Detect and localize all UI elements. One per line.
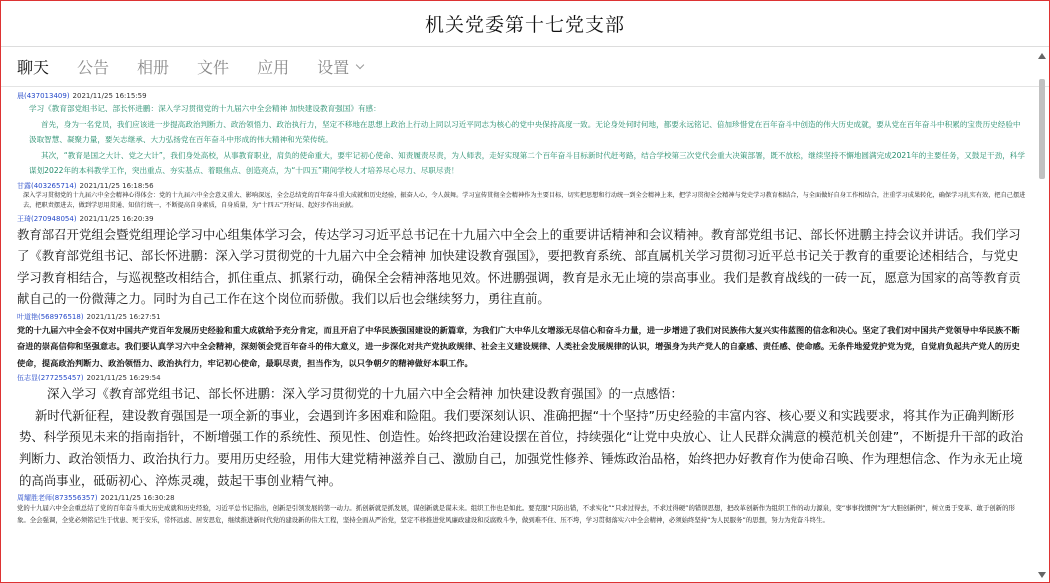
scroll-down-arrow-icon[interactable] <box>1038 572 1046 578</box>
message-meta <box>17 312 1027 322</box>
message-time: 2021/11/25 16:29:54 <box>86 373 161 382</box>
tab-album[interactable] <box>137 55 169 78</box>
tab-files-label: 文件 <box>197 58 230 77</box>
scroll-up-arrow-icon[interactable] <box>1038 53 1046 59</box>
message-paragraph: 党的十九届六中全会重总结了党的百年奋斗重大历史成就和历史经验，习近平总书记指出，创新是引领发展的第一动力。抓创新就是抓发展，谋创新就是谋未来。组织工作也是如此。要克服“只防出错，不求实化”“只求过得去，不求过得硬”的错误思想，把改革创新作为组织工作的动力源泉，变“事事找惯例”为“大胆创新例”，树立勇于变革、敢于创新的形象。全会强调，全党必须铭记生于忧患、死于安乐，常怀远虑、居安思危，继续推进新时代党的建设新的伟大工程，坚持全面从严治党，坚定不移推进党风廉政建设和反腐败斗争，做到难不住、压不垮，学习贯彻落实六中全会精神，必须始终坚持“为人民服务”的思想，努力为党奋斗终生。 <box>17 504 1015 525</box>
message-paragraph: 学习《教育部党组书记、部长怀进鹏：深入学习贯彻党的十九届六中全会精神 加快建设教育强国》有感： <box>29 104 381 113</box>
message-paragraph: 其次，“教育是国之大计、党之大计”，我们身处高校，从事教育职业，肩负的使命重大，要牢记初心使命、知责履责尽责，为人师表，走好实现第二个百年奋斗目标新时代赶考路，结合学校第三次党代会重大决策部署，既不放松，继续坚持不懈地圆满完成2021年的主要任务，又鼓足干劲，科学谋划2022年的本科教学工作，突出重点、夯实基点、着眼焦点、创造亮点，为“十四五”期间学校人才培养尽心尽力、尽职尽责！ <box>29 150 1025 175</box>
message-time: 2021/11/25 16:15:59 <box>72 92 147 100</box>
message-paragraph: 首先，身为一名党员，我们应该进一步提高政治判断力、政治领悟力、政治执行力，坚定不移地在思想上政治上行动上同以习近平同志为核心的党中央保持高度一致。无论身处何时何地，都要永远铭记、倍加珍惜党在百年奋斗中创造的伟大历史成就，要从党在百年奋斗中积累的宝贵历史经验中汲取智慧、凝聚力量，要矢志继承、大力弘扬党在百年奋斗中形成的伟大精神和光荣传统。 <box>29 119 1021 144</box>
tab-chat[interactable] <box>17 55 49 78</box>
message-paragraph: 新时代新征程，建设教育强国是一项全新的事业，会遇到许多困难和险阻。我们要深刻认识、准确把握“十个坚持”历史经验的丰富内容、核心要义和实践要求，将其作为正确判断形势、科学预见未来的指南指针，不断增强工作的系统性、预见性、创造性。始终把政治建设摆在首位，持续强化“让党中央放心、让人民群众满意的模范机关创建”，不断提升干部的政治判断力、政治领悟力、政治执行力。要用历史经验，用伟大建党精神滋养自己、激励自己，加强党性修养、锤炼政治品格，始终把办好教育作为使命召唤、作为理想信念、作为永无止境的高尚事业，砥砺初心、淬炼灵魂，鼓起干事创业精气神。 <box>19 407 1024 488</box>
message <box>17 214 1027 310</box>
message <box>17 373 1027 492</box>
message-content <box>17 191 1027 212</box>
tab-apps-label: 应用 <box>257 58 290 77</box>
message-paragraph: 教育部召开党组会暨党组理论学习中心组集体学习会，传达学习习近平总书记在十九届六中全会上的重要讲话精神和会议精神。教育部党组书记、部长怀进鹏主持会议并讲话。我们学习了《教育部党组书记、部长怀进鹏：深入学习贯彻党的十九届六中全会精神 加快建设教育强国》，要把教育系统、部直属机关学习贯彻习近平总书记关于教育的重要论述相结合，与党史学习教育相结合，与巡视整改相结合，抓住重点、抓紧行动，确保全会精神落地见效。怀进鹏强调，教育是永无止境的崇高事业。我们是教育战线的一砖一瓦，愿意为国家的高等教育贡献自己的一份微薄之力。同时为自己工作在这个岗位而骄傲。我们以后也会继续努力，勇往直前。 <box>17 226 1021 307</box>
sender-name[interactable]: 叶道艳(568976518) <box>17 312 84 321</box>
sender-name[interactable]: 伍志显(277255457) <box>17 373 84 382</box>
message <box>17 493 1027 526</box>
message-meta <box>17 493 1027 503</box>
message-list <box>1 91 1035 582</box>
message-content <box>17 383 1027 492</box>
tab-chat-label: 聊天 <box>17 58 50 77</box>
sender-name[interactable]: 周耀胜老师(873556357) <box>17 494 98 503</box>
message-paragraph: 深入学习贯彻党的十九届六中全会精神心得体会：党的十九届六中全会意义重大、影响深远，全会总结党的百年奋斗重大成就和历史经验，振奋人心，令人鼓舞。学习宣传贯彻全会精神作为主要目标，切实把思想和行动统一到全会精神上来，把学习贯彻全会精神与党史学习教育相结合，与全面做好自身工作相结合，注重学习成果转化，确保学习扎实有效，把自己摆进去，把职责摆进去，做到学思用贯通、知信行统一，不断提高自身素质，自身质量，为“十四五”开好局、起好步作出贡献。 <box>23 191 1026 210</box>
tab-bar <box>1 47 1049 87</box>
message-content <box>17 224 1027 310</box>
scroll-thumb[interactable] <box>1039 79 1045 179</box>
tab-announcements-label: 公告 <box>77 58 110 77</box>
vertical-scrollbar[interactable] <box>1037 53 1047 578</box>
tab-apps[interactable] <box>257 55 289 78</box>
group-title: 机关党委第十七党支部 <box>424 14 625 36</box>
tab-settings[interactable] <box>317 55 363 78</box>
sender-name[interactable]: 王琦(270948054) <box>17 214 77 223</box>
title-bar <box>1 1 1049 47</box>
chevron-down-icon <box>356 60 364 68</box>
message-time: 2021/11/25 16:27:51 <box>86 312 161 321</box>
message-content <box>17 101 1027 179</box>
message <box>17 181 1027 212</box>
message-meta <box>17 373 1027 383</box>
message-content <box>17 503 1027 526</box>
message-meta <box>17 91 1027 101</box>
sender-name[interactable]: 晨(437013409) <box>17 92 70 100</box>
message-time: 2021/11/25 16:30:28 <box>100 494 175 503</box>
message <box>17 91 1027 179</box>
message-content <box>17 322 1027 371</box>
tab-announcements[interactable] <box>77 55 109 78</box>
message-meta <box>17 181 1027 191</box>
tab-settings-label: 设置 <box>317 58 350 77</box>
message-paragraph: 深入学习《教育部党组书记、部长怀进鹏：深入学习贯彻党的十九届六中全会精神 加快建设教育强国》的一点感悟： <box>47 385 683 401</box>
message-paragraph: 党的十九届六中全会不仅对中国共产党百年发展历史经验和重大成就给予充分肯定，而且开启了中华民族强国建设的新篇章，为我们广大中华儿女增添无尽信心和奋斗力量，进一步增进了我们对民族伟大复兴实伟蓝图的信念和决心。坚定了我们对中国共产党领导中华民族不断奋进的崇高信仰和坚强意志。我们要认真学习六中全会精神，深刻领会党百年奋斗的伟大意义，进一步深化对共产党执政规律、社会主义建设规律、人类社会发展规律的认识，增强身为共产党人的自豪感、责任感、使命感。无条件地爱党护党为党，自觉肩负起共产党人的历史使命，提高政治判断力、政治领悟力、政治执行力，牢记初心使命，最职尽责，担当作为，以只争朝夕的精神做好本职工作。 <box>17 324 1020 368</box>
sender-name[interactable]: 甘露(403265714) <box>17 181 77 190</box>
message-time: 2021/11/25 16:18:56 <box>79 181 154 190</box>
tab-album-label: 相册 <box>137 58 170 77</box>
message-time: 2021/11/25 16:20:39 <box>79 214 154 223</box>
message-meta <box>17 214 1027 224</box>
tab-files[interactable] <box>197 55 229 78</box>
message <box>17 312 1027 371</box>
